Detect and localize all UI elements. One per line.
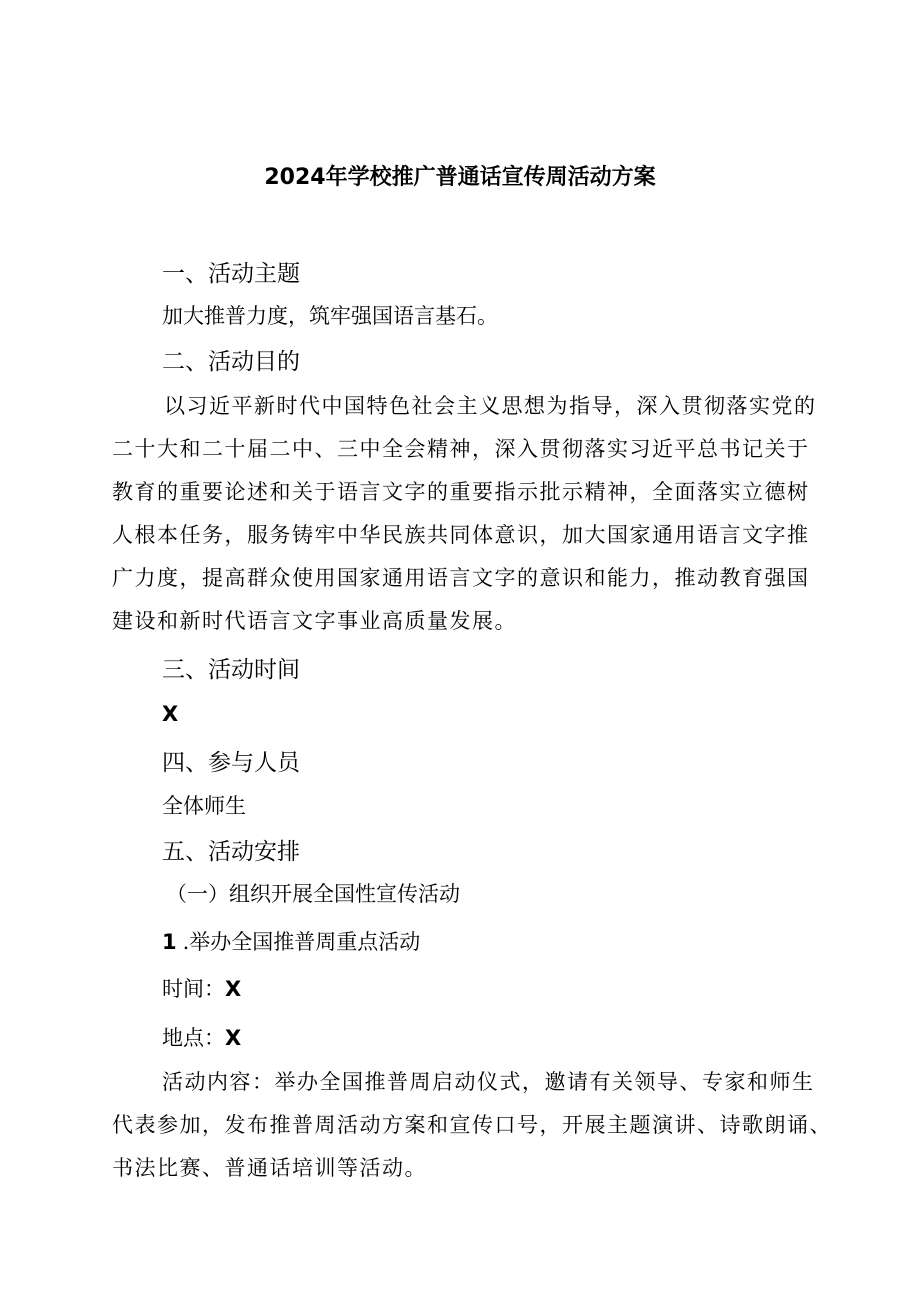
purpose-line: 二十大和二十届二中、三中全会精神，深入贯彻落实习近平总书记关于 [112,437,810,461]
time-label: 时间： [162,977,225,1001]
purpose-paragraph [112,385,842,643]
content-line: 活动内容：举办全国推普周启动仪式，邀请有关领导、专家和师生 [162,1070,815,1094]
arrangement-time-value: X [225,977,242,1001]
document-title: 2024年学校推广普通话宣传周活动方案 [264,165,656,190]
purpose-line: 以习近平新时代中国特色社会主义思想为指导，深入贯彻落实党的 [164,394,817,418]
purpose-line: 广力度，提高群众使用国家通用语言文字的意识和能力，推动教育强国 [112,566,810,590]
section-heading-theme: 一、活动主题 [162,261,300,287]
arrangement-place [162,1022,241,1054]
arrangement-subheading: （一）组织开展全国性宣传活动 [166,882,460,906]
item-number: 1 [162,930,177,954]
purpose-line: 建设和新时代语言文字事业高质量发展。 [112,609,517,633]
place-label: 地点： [162,1026,225,1050]
content-line: 书法比赛、普通话培训等活动。 [112,1156,427,1180]
content-line: 代表参加，发布推普周活动方案和宣传口号，开展主题演讲、诗歌朗诵、 [112,1113,832,1137]
section-heading-arrangement: 五、活动安排 [162,839,300,865]
arrangement-place-value: X [225,1026,242,1050]
item-title-text: .举办全国推普周重点活动 [182,930,421,954]
arrangement-item-title [162,926,420,958]
purpose-line: 人根本任务，服务铸牢中华民族共同体意识，加大国家通用语言文字推 [112,523,810,547]
participants-text: 全体师生 [162,794,246,818]
section-heading-participants: 四、参与人员 [162,750,300,776]
time-value: X [162,702,179,726]
purpose-line: 教育的重要论述和关于语言文字的重要指示批示精神，全面落实立德树 [112,480,810,504]
content-paragraph [112,1061,842,1190]
section-heading-time: 三、活动时间 [162,657,300,683]
section-heading-purpose: 二、活动目的 [162,349,300,375]
arrangement-time [162,973,241,1005]
theme-text: 加大推普力度，筑牢强国语言基石。 [162,304,498,328]
